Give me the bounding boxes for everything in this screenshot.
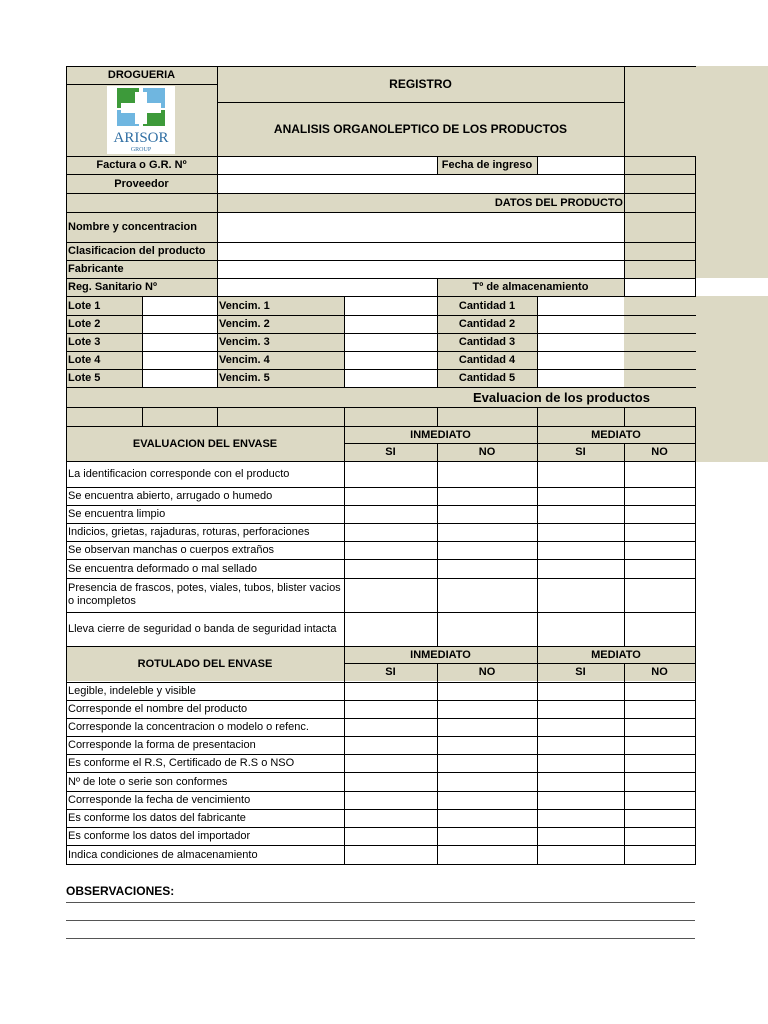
envase-check-mediato-no[interactable] bbox=[624, 461, 695, 487]
fabricante-input[interactable] bbox=[217, 260, 624, 278]
rotulado-check-mediato-si[interactable] bbox=[537, 809, 624, 827]
rotulado-check-inmediato-si[interactable] bbox=[344, 736, 437, 754]
envase-item-label: Lleva cierre de seguridad o banda de seguridad intacta bbox=[66, 612, 344, 646]
grid-line bbox=[66, 426, 696, 427]
cantidad-label: Cantidad 3 bbox=[437, 333, 537, 351]
proveedor-input[interactable] bbox=[217, 174, 624, 193]
grid-line bbox=[66, 523, 696, 524]
envase-check-mediato-no[interactable] bbox=[624, 523, 695, 541]
grid-line bbox=[66, 315, 696, 316]
envase-check-inmediato-si[interactable] bbox=[344, 505, 437, 523]
vencim-label: Vencim. 2 bbox=[217, 315, 344, 333]
grid-line bbox=[344, 407, 345, 427]
rotulado-check-inmediato-no[interactable] bbox=[437, 754, 537, 772]
cantidad-input[interactable] bbox=[537, 296, 624, 315]
rotulado-check-inmediato-si[interactable] bbox=[344, 718, 437, 736]
grid-line bbox=[344, 646, 345, 865]
envase-check-mediato-no[interactable] bbox=[624, 505, 695, 523]
grid-line bbox=[66, 845, 696, 846]
envase-check-mediato-si[interactable] bbox=[537, 541, 624, 559]
envase-check-mediato-no[interactable] bbox=[624, 541, 695, 559]
rotulado-item-label: Corresponde el nombre del producto bbox=[66, 700, 344, 718]
rotulado-check-mediato-si[interactable] bbox=[537, 736, 624, 754]
grid-line bbox=[344, 443, 696, 444]
lote-label: Lote 3 bbox=[66, 333, 142, 351]
grid-line bbox=[537, 156, 538, 175]
nombre-label: Nombre y concentracion bbox=[66, 212, 217, 242]
envase-mediato-no: NO bbox=[624, 443, 695, 461]
grid-line bbox=[624, 443, 625, 647]
grid-line bbox=[217, 66, 218, 297]
spacer-cell bbox=[344, 407, 437, 426]
spacer-cell bbox=[624, 407, 695, 426]
rotulado-check-mediato-no[interactable] bbox=[624, 809, 695, 827]
lote-label: Lote 5 bbox=[66, 369, 142, 387]
grid-line bbox=[66, 174, 696, 175]
envase-check-inmediato-no[interactable] bbox=[437, 612, 537, 646]
envase-check-inmediato-no[interactable] bbox=[437, 578, 537, 612]
header-right bbox=[624, 66, 695, 156]
reg-sanitario-label: Reg. Sanitario Nº bbox=[66, 278, 217, 296]
rotulado-check-inmediato-si[interactable] bbox=[344, 682, 437, 700]
drogueria-label: DROGUERIA bbox=[66, 66, 217, 84]
cantidad-input[interactable] bbox=[537, 333, 624, 351]
rotulado-check-inmediato-no[interactable] bbox=[437, 736, 537, 754]
arisor-cross-icon bbox=[107, 86, 175, 154]
rotulado-check-mediato-no[interactable] bbox=[624, 736, 695, 754]
grid-line bbox=[66, 351, 696, 352]
rotulado-item-label: Es conforme el R.S, Certificado de R.S o NSO bbox=[66, 754, 344, 772]
nombre-input[interactable] bbox=[217, 212, 624, 242]
clasificacion-input[interactable] bbox=[217, 242, 624, 260]
grid-line bbox=[66, 864, 696, 865]
grid-line bbox=[695, 156, 696, 297]
envase-check-inmediato-no[interactable] bbox=[437, 559, 537, 578]
grid-line bbox=[66, 260, 696, 261]
factura-input[interactable] bbox=[217, 156, 437, 174]
envase-check-mediato-no[interactable] bbox=[624, 487, 695, 505]
fecha-ingreso-input[interactable] bbox=[537, 156, 624, 174]
rotulado-inmediato-header: INMEDIATO bbox=[344, 646, 537, 663]
rotulado-item-label: Es conforme los datos del fabricante bbox=[66, 809, 344, 827]
grid-line bbox=[66, 612, 696, 613]
envase-item-label: Se encuentra limpio bbox=[66, 505, 344, 523]
envase-check-inmediato-si[interactable] bbox=[344, 461, 437, 487]
spacer-cell bbox=[66, 407, 142, 426]
cantidad-label: Cantidad 2 bbox=[437, 315, 537, 333]
grid-line bbox=[66, 407, 696, 408]
lote-label: Lote 1 bbox=[66, 296, 142, 315]
rotulado-check-mediato-si[interactable] bbox=[537, 827, 624, 845]
rotulado-header: ROTULADO DEL ENVASE bbox=[66, 646, 344, 681]
rotulado-check-mediato-si[interactable] bbox=[537, 682, 624, 700]
grid-line bbox=[66, 333, 696, 334]
filler bbox=[624, 212, 695, 242]
envase-check-inmediato-si[interactable] bbox=[344, 612, 437, 646]
envase-check-mediato-si[interactable] bbox=[537, 559, 624, 578]
rotulado-check-mediato-no[interactable] bbox=[624, 682, 695, 700]
envase-check-inmediato-no[interactable] bbox=[437, 523, 537, 541]
spacer-cell bbox=[537, 407, 624, 426]
rotulado-check-inmediato-si[interactable] bbox=[344, 845, 437, 864]
grid-line bbox=[66, 278, 696, 279]
rotulado-check-inmediato-no[interactable] bbox=[437, 682, 537, 700]
envase-header: EVALUACION DEL ENVASE bbox=[66, 426, 344, 461]
grid-line bbox=[537, 646, 538, 865]
envase-item-label: Se observan manchas o cuerpos extraños bbox=[66, 541, 344, 559]
grid-line bbox=[66, 736, 696, 737]
grid-line bbox=[437, 296, 438, 388]
rotulado-item-label: Indica condiciones de almacenamiento bbox=[66, 845, 344, 864]
envase-check-mediato-no[interactable] bbox=[624, 612, 695, 646]
rotulado-check-mediato-si[interactable] bbox=[537, 791, 624, 809]
grid-line bbox=[66, 791, 696, 792]
envase-check-inmediato-si[interactable] bbox=[344, 559, 437, 578]
rotulado-item-label: Corresponde la fecha de vencimiento bbox=[66, 791, 344, 809]
rotulado-check-inmediato-no[interactable] bbox=[437, 772, 537, 791]
envase-inmediato-si: SI bbox=[344, 443, 437, 461]
grid-line bbox=[66, 754, 696, 755]
grid-line bbox=[437, 443, 438, 647]
grid-line bbox=[66, 84, 218, 85]
cantidad-label: Cantidad 1 bbox=[437, 296, 537, 315]
factura-label: Factura o G.R. Nº bbox=[66, 156, 217, 174]
grid-line bbox=[66, 193, 696, 194]
vencim-label: Vencim. 4 bbox=[217, 351, 344, 369]
temp-almacenamiento-label: Tº de almacenamiento bbox=[437, 278, 624, 296]
rotulado-mediato-header: MEDIATO bbox=[537, 646, 695, 663]
grid-line bbox=[66, 718, 696, 719]
rotulado-item-label: Legible, indeleble y visible bbox=[66, 682, 344, 700]
rotulado-check-mediato-no[interactable] bbox=[624, 754, 695, 772]
grid-line bbox=[344, 296, 345, 388]
observaciones-line-3[interactable] bbox=[66, 938, 695, 939]
logo-text: ARISOR bbox=[113, 130, 169, 146]
rotulado-inmediato-si: SI bbox=[344, 663, 437, 681]
vencim-input[interactable] bbox=[344, 369, 437, 387]
grid-line bbox=[624, 663, 625, 865]
rotulado-check-inmediato-si[interactable] bbox=[344, 809, 437, 827]
spacer-cell bbox=[142, 407, 217, 426]
rotulado-check-inmediato-no[interactable] bbox=[437, 827, 537, 845]
grid-line bbox=[66, 387, 696, 388]
vencim-input[interactable] bbox=[344, 315, 437, 333]
grid-line bbox=[66, 461, 696, 462]
clasificacion-label: Clasificacion del producto bbox=[66, 242, 217, 260]
grid-line bbox=[66, 646, 696, 647]
vencim-input[interactable] bbox=[344, 296, 437, 315]
cantidad-input[interactable] bbox=[537, 369, 624, 387]
envase-item-label: La identificacion corresponde con el producto bbox=[66, 461, 344, 487]
grid-line bbox=[437, 407, 438, 427]
envase-check-inmediato-no[interactable] bbox=[437, 487, 537, 505]
grid-line bbox=[66, 827, 696, 828]
filler bbox=[624, 260, 695, 278]
grid-line bbox=[217, 407, 218, 427]
rotulado-mediato-si: SI bbox=[537, 663, 624, 681]
rotulado-check-inmediato-si[interactable] bbox=[344, 754, 437, 772]
grid-line bbox=[437, 663, 438, 865]
grid-line bbox=[217, 296, 218, 388]
grid-line bbox=[66, 772, 696, 773]
rotulado-check-inmediato-si[interactable] bbox=[344, 772, 437, 791]
grid-line bbox=[66, 66, 696, 67]
envase-mediato-header: MEDIATO bbox=[537, 426, 695, 443]
grid-line bbox=[66, 212, 696, 213]
cantidad-input[interactable] bbox=[537, 351, 624, 369]
spacer-cell bbox=[437, 407, 537, 426]
grid-line bbox=[624, 407, 625, 427]
logo-subtext: GROUP bbox=[130, 147, 152, 153]
grid-line bbox=[624, 66, 625, 157]
rotulado-item-label: Corresponde la concentracion o modelo o refenc. bbox=[66, 718, 344, 736]
rotulado-check-inmediato-si[interactable] bbox=[344, 791, 437, 809]
rotulado-inmediato-no: NO bbox=[437, 663, 537, 681]
grid-line bbox=[695, 407, 696, 427]
cantidad-label: Cantidad 4 bbox=[437, 351, 537, 369]
grid-line bbox=[537, 296, 538, 388]
lote-input[interactable] bbox=[142, 333, 217, 351]
grid-line bbox=[66, 487, 696, 488]
envase-item-label: Indicios, grietas, rajaduras, roturas, perforaciones bbox=[66, 523, 344, 541]
rotulado-check-mediato-no[interactable] bbox=[624, 845, 695, 864]
registro-label: REGISTRO bbox=[217, 66, 624, 102]
rotulado-check-mediato-si[interactable] bbox=[537, 754, 624, 772]
cantidad-input[interactable] bbox=[537, 315, 624, 333]
envase-item-label: Se encuentra deformado o mal sellado bbox=[66, 559, 344, 578]
envase-item-label: Se encuentra abierto, arrugado o humedo bbox=[66, 487, 344, 505]
lote-input[interactable] bbox=[142, 296, 217, 315]
vencim-label: Vencim. 1 bbox=[217, 296, 344, 315]
envase-inmediato-header: INMEDIATO bbox=[344, 426, 537, 443]
filler bbox=[624, 156, 695, 174]
grid-line bbox=[624, 156, 625, 297]
envase-check-inmediato-si[interactable] bbox=[344, 523, 437, 541]
grid-line bbox=[66, 296, 696, 297]
cantidad-label: Cantidad 5 bbox=[437, 369, 537, 387]
grid-line bbox=[437, 278, 438, 297]
rotulado-check-inmediato-no[interactable] bbox=[437, 718, 537, 736]
rotulado-check-mediato-si[interactable] bbox=[537, 718, 624, 736]
envase-check-mediato-no[interactable] bbox=[624, 559, 695, 578]
lote-label: Lote 2 bbox=[66, 315, 142, 333]
filler bbox=[624, 242, 695, 260]
envase-check-inmediato-no[interactable] bbox=[437, 541, 537, 559]
envase-check-mediato-si[interactable] bbox=[537, 612, 624, 646]
grid-line bbox=[142, 296, 143, 388]
grid-line bbox=[66, 156, 696, 157]
rotulado-check-mediato-si[interactable] bbox=[537, 700, 624, 718]
grid-line bbox=[66, 682, 696, 683]
proveedor-label: Proveedor bbox=[66, 174, 217, 193]
fecha-ingreso-label: Fecha de ingreso bbox=[437, 156, 537, 174]
lote-input[interactable] bbox=[142, 351, 217, 369]
rotulado-check-mediato-no[interactable] bbox=[624, 791, 695, 809]
rotulado-check-inmediato-no[interactable] bbox=[437, 700, 537, 718]
grid-line bbox=[66, 541, 696, 542]
envase-check-mediato-si[interactable] bbox=[537, 487, 624, 505]
rotulado-check-inmediato-si[interactable] bbox=[344, 827, 437, 845]
grid-line bbox=[66, 505, 696, 506]
grid-line bbox=[437, 156, 438, 175]
reg-sanitario-input[interactable] bbox=[217, 278, 437, 296]
grid-line bbox=[66, 66, 67, 865]
temp-almacenamiento-input[interactable] bbox=[624, 278, 695, 296]
rotulado-check-inmediato-no[interactable] bbox=[437, 845, 537, 864]
rotulado-item-label: Nº de lote o serie son conformes bbox=[66, 772, 344, 791]
envase-check-mediato-no[interactable] bbox=[624, 578, 695, 612]
envase-check-mediato-si[interactable] bbox=[537, 505, 624, 523]
envase-item-label: Presencia de frascos, potes, viales, tubos, blister vacios o incompletos bbox=[66, 578, 344, 612]
rotulado-check-mediato-no[interactable] bbox=[624, 827, 695, 845]
grid-line bbox=[66, 700, 696, 701]
rotulado-check-inmediato-no[interactable] bbox=[437, 791, 537, 809]
rotulado-check-mediato-si[interactable] bbox=[537, 845, 624, 864]
rotulado-item-label: Corresponde la forma de presentacion bbox=[66, 736, 344, 754]
lote-label: Lote 4 bbox=[66, 351, 142, 369]
observaciones-label: OBSERVACIONES: bbox=[66, 884, 175, 898]
envase-check-mediato-si[interactable] bbox=[537, 523, 624, 541]
observaciones-line-2[interactable] bbox=[66, 920, 695, 921]
grid-line bbox=[66, 578, 696, 579]
vencim-input[interactable] bbox=[344, 333, 437, 351]
rotulado-check-mediato-no[interactable] bbox=[624, 772, 695, 791]
envase-mediato-si: SI bbox=[537, 443, 624, 461]
rotulado-check-mediato-si[interactable] bbox=[537, 772, 624, 791]
vencim-label: Vencim. 3 bbox=[217, 333, 344, 351]
lote-input[interactable] bbox=[142, 369, 217, 387]
filler bbox=[624, 174, 695, 193]
evaluacion-title: Evaluacion de los productos bbox=[66, 387, 695, 407]
envase-check-inmediato-si[interactable] bbox=[344, 487, 437, 505]
rotulado-check-inmediato-no[interactable] bbox=[437, 809, 537, 827]
grid-line bbox=[66, 809, 696, 810]
envase-check-mediato-si[interactable] bbox=[537, 578, 624, 612]
rotulado-item-label: Es conforme los datos del importador bbox=[66, 827, 344, 845]
rotulado-check-inmediato-si[interactable] bbox=[344, 700, 437, 718]
grid-line bbox=[66, 559, 696, 560]
envase-check-inmediato-si[interactable] bbox=[344, 578, 437, 612]
envase-check-mediato-si[interactable] bbox=[537, 461, 624, 487]
grid-line bbox=[344, 663, 696, 664]
page-title: ANALISIS ORGANOLEPTICO DE LOS PRODUCTOS bbox=[217, 102, 624, 156]
grid-line bbox=[537, 426, 538, 647]
envase-check-inmediato-no[interactable] bbox=[437, 461, 537, 487]
rotulado-check-mediato-no[interactable] bbox=[624, 700, 695, 718]
observaciones-line-1[interactable] bbox=[66, 902, 695, 903]
grid-line bbox=[344, 426, 345, 647]
envase-check-inmediato-si[interactable] bbox=[344, 541, 437, 559]
grid-line bbox=[142, 407, 143, 427]
spacer-cell bbox=[217, 407, 344, 426]
arisor-logo bbox=[107, 86, 175, 154]
vencim-label: Vencim. 5 bbox=[217, 369, 344, 387]
fabricante-label: Fabricante bbox=[66, 260, 217, 278]
rotulado-check-mediato-no[interactable] bbox=[624, 718, 695, 736]
grid-line bbox=[537, 407, 538, 427]
envase-inmediato-no: NO bbox=[437, 443, 537, 461]
grid-line bbox=[66, 242, 696, 243]
grid-line bbox=[217, 102, 625, 103]
rotulado-mediato-no: NO bbox=[624, 663, 695, 681]
grid-line bbox=[66, 369, 696, 370]
envase-check-inmediato-no[interactable] bbox=[437, 505, 537, 523]
datos-producto-header: DATOS DEL PRODUCTO bbox=[66, 193, 695, 212]
lote-input[interactable] bbox=[142, 315, 217, 333]
vencim-input[interactable] bbox=[344, 351, 437, 369]
